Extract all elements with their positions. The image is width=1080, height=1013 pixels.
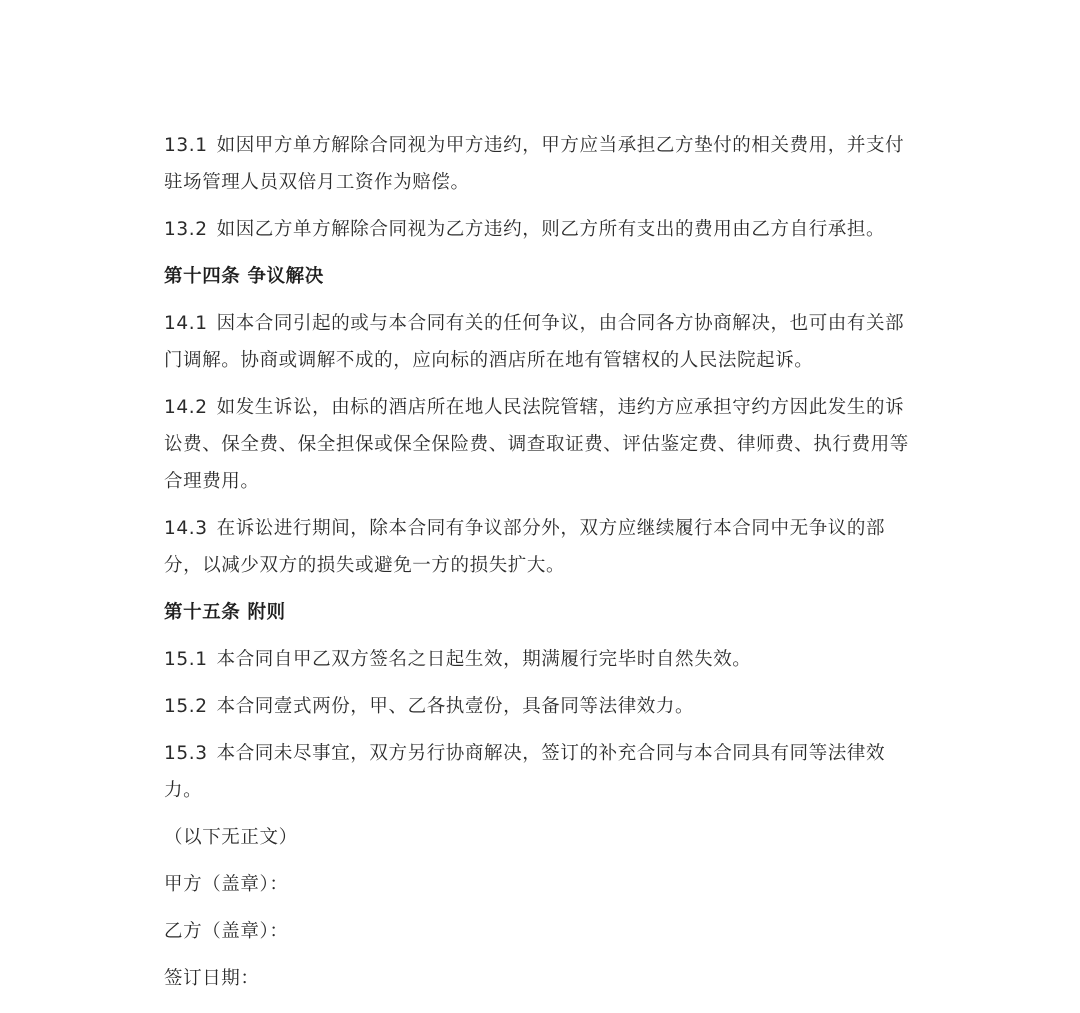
clause-text: 在诉讼进行期间，除本合同有争议部分外，双方应继续履行本合同中无争议的部分，以减少双方的损失或避免一方的损失扩大。 xyxy=(164,518,886,576)
clause-text: 本合同未尽事宜，双方另行协商解决，签订的补充合同与本合同具有同等法律效力。 xyxy=(164,743,886,801)
clause-15-1 xyxy=(164,641,914,678)
clause-number: 15.2 xyxy=(164,696,208,717)
clause-number: 13.2 xyxy=(164,219,208,240)
no-further-text-note xyxy=(164,819,914,856)
clause-text: 如发生诉讼，由标的酒店所在地人民法院管辖，违约方应承担守约方因此发生的诉讼费、保全费、保全担保或保全保险费、调查取证费、评估鉴定费、律师费、执行费用等合理费用。 xyxy=(164,397,909,492)
contract-page xyxy=(164,127,914,1007)
clause-number: 13.1 xyxy=(164,135,208,156)
clause-14-3 xyxy=(164,510,914,584)
signing-date-line xyxy=(164,960,914,997)
clause-number: 15.3 xyxy=(164,743,208,764)
party-a-seal-line xyxy=(164,866,914,903)
signature-label: 乙方（盖章）： xyxy=(164,921,289,942)
clause-15-2 xyxy=(164,688,914,725)
clause-number: 14.1 xyxy=(164,313,208,334)
party-b-seal-line xyxy=(164,913,914,950)
clause-text: 如因甲方单方解除合同视为甲方违约，甲方应当承担乙方垫付的相关费用，并支付驻场管理人员双倍月工资作为赔偿。 xyxy=(164,135,905,193)
clause-text: 如因乙方单方解除合同视为乙方违约，则乙方所有支出的费用由乙方自行承担。 xyxy=(216,219,886,240)
heading-text: 第十四条 争议解决 xyxy=(164,266,324,287)
clause-14-2 xyxy=(164,389,914,500)
clause-13-1 xyxy=(164,127,914,201)
clause-14-1 xyxy=(164,305,914,379)
article-14-heading xyxy=(164,258,914,295)
clause-number: 14.3 xyxy=(164,518,208,539)
clause-number: 15.1 xyxy=(164,649,208,670)
clause-13-2 xyxy=(164,211,914,248)
signature-label: 甲方（盖章）： xyxy=(164,874,289,895)
clause-text: 因本合同引起的或与本合同有关的任何争议，由合同各方协商解决，也可由有关部门调解。协商或调解不成的，应向标的酒店所在地有管辖权的人民法院起诉。 xyxy=(164,313,905,371)
clause-15-3 xyxy=(164,735,914,809)
clause-text: 本合同自甲乙双方签名之日起生效，期满履行完毕时自然失效。 xyxy=(216,649,752,670)
clause-number: 14.2 xyxy=(164,397,208,418)
heading-text: 第十五条 附则 xyxy=(164,602,286,623)
article-15-heading xyxy=(164,594,914,631)
note-text: （以下无正文） xyxy=(164,827,298,848)
clause-text: 本合同壹式两份，甲、乙各执壹份，具备同等法律效力。 xyxy=(216,696,695,717)
signature-label: 签订日期： xyxy=(164,968,260,989)
